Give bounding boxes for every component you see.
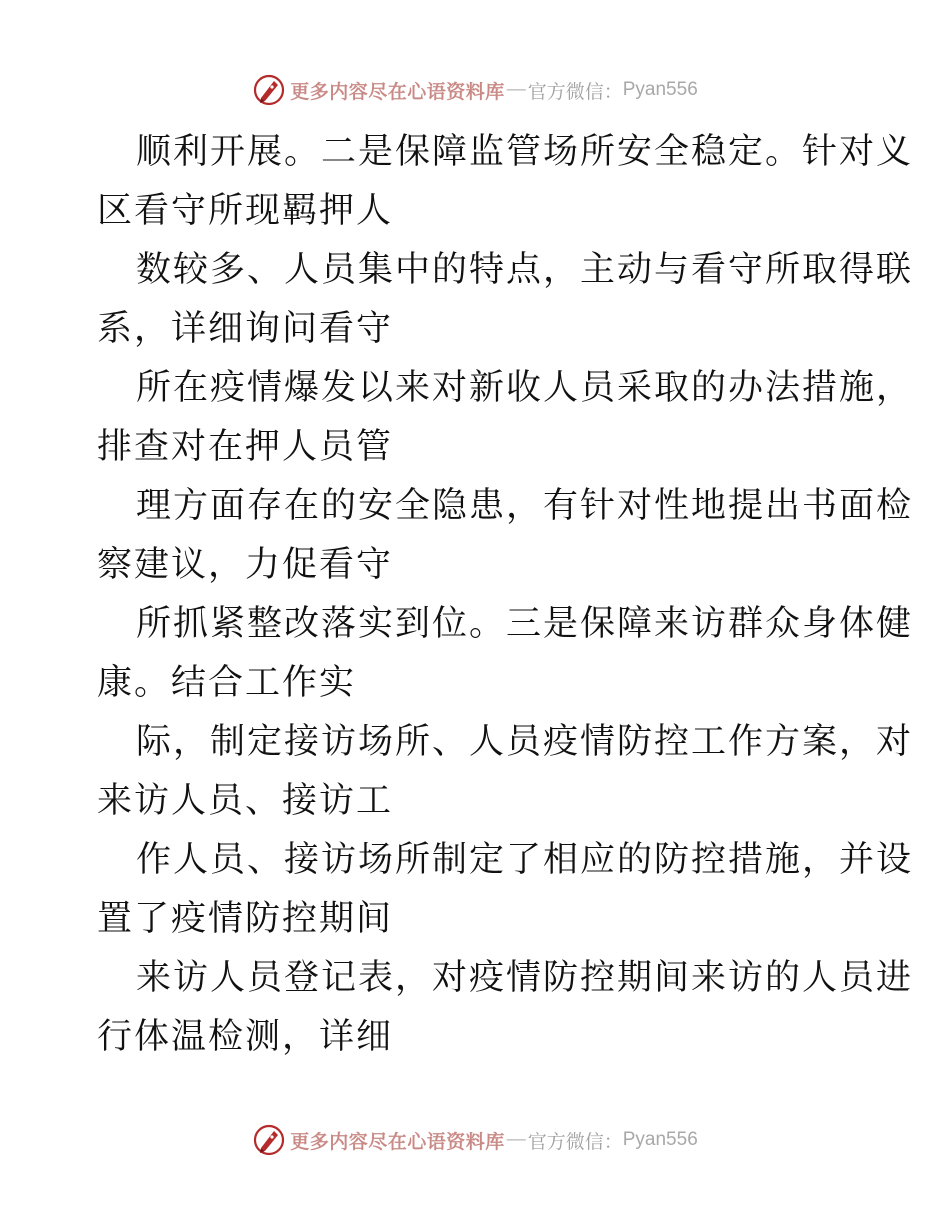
text-line: 际，制定接访场所、人员疫情防控工作方案，对	[136, 722, 914, 762]
text-line: 所在疫情爆发以来对新收人员采取的办法措施，	[136, 368, 914, 408]
text-line: 理方面存在的安全隐患，有针对性地提出书面检	[136, 486, 914, 526]
banner-wechat-id: Pyan556	[622, 79, 698, 100]
text-line: 来访人员、接访工	[97, 781, 394, 821]
banner-wechat-label: 官方微信：	[527, 1130, 623, 1153]
text-line: 所抓紧整改落实到位。三是保障来访群众身体健	[136, 604, 914, 644]
header-watermark-banner	[0, 70, 950, 110]
pen-nib-logo-icon	[252, 73, 286, 107]
document-body	[97, 123, 914, 1067]
text-line: 区看守所现羁押人	[97, 191, 394, 231]
text-line: 系，详细询问看守	[97, 309, 394, 349]
banner-separator: —	[506, 1129, 526, 1150]
paragraph	[97, 241, 914, 359]
banner-wechat-label: 官方微信：	[527, 80, 623, 103]
banner-separator: —	[506, 79, 526, 100]
banner-slogan: 更多内容尽在心语资料库	[290, 1130, 505, 1153]
text-line: 察建议，力促看守	[97, 545, 394, 585]
text-line: 数较多、人员集中的特点，主动与看守所取得联	[136, 250, 914, 290]
paragraph	[97, 359, 914, 477]
text-line: 置了疫情防控期间	[97, 899, 394, 939]
paragraph	[97, 831, 914, 949]
footer-watermark-banner	[0, 1120, 950, 1160]
paragraph	[97, 477, 914, 595]
text-line: 排查对在押人员管	[97, 427, 394, 467]
pen-nib-logo-icon	[252, 1123, 286, 1157]
paragraph	[97, 949, 914, 1067]
text-line: 来访人员登记表，对疫情防控期间来访的人员进	[136, 958, 914, 998]
banner-slogan: 更多内容尽在心语资料库	[290, 80, 505, 103]
banner-wechat-id: Pyan556	[622, 1129, 698, 1150]
paragraph	[97, 713, 914, 831]
paragraph	[97, 595, 914, 713]
text-line: 行体温检测，详细	[97, 1017, 394, 1057]
text-line: 康。结合工作实	[97, 663, 357, 703]
text-line: 作人员、接访场所制定了相应的防控措施，并设	[136, 840, 914, 880]
paragraph	[97, 123, 914, 241]
text-line: 顺利开展。二是保障监管场所安全稳定。针对义	[136, 132, 914, 172]
